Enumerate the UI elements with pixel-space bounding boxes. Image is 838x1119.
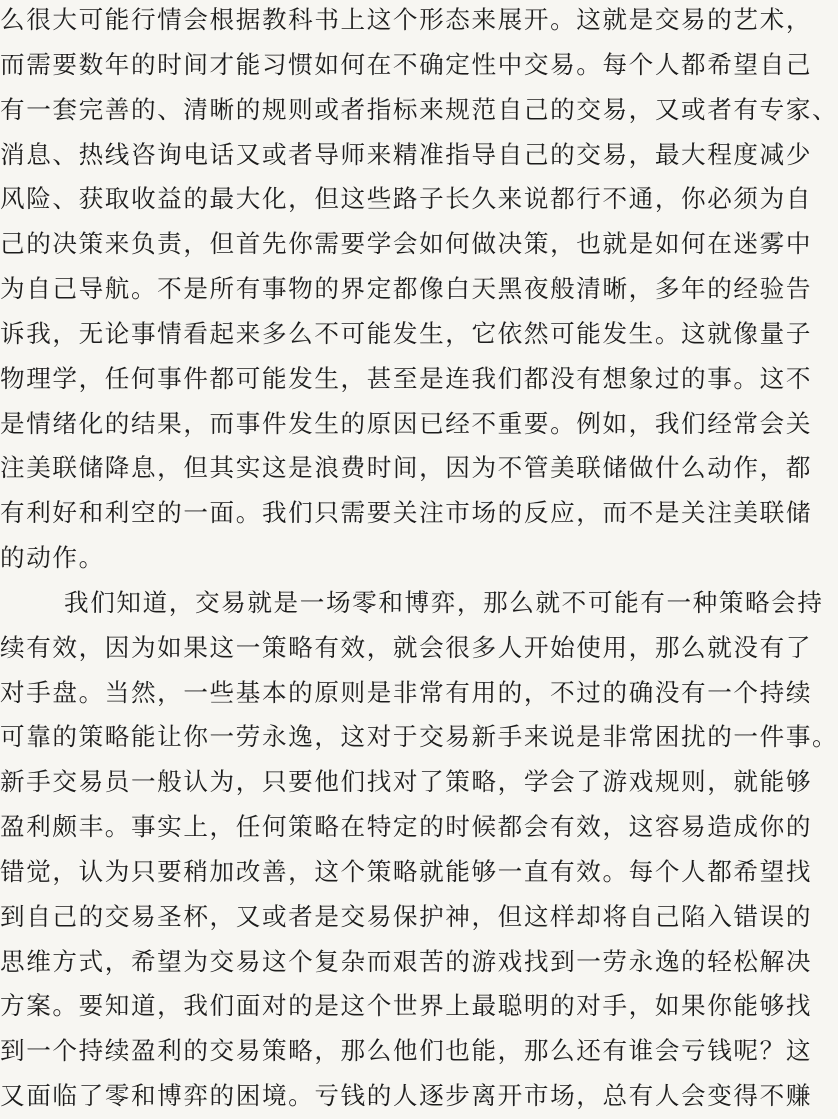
text-line: 思维方式，希望为交易这个复杂而艰苦的游戏找到一劳永逸的轻松解决 [0,946,813,976]
text-line: 错觉，认为只要稍加改善，这个策略就能够一直有效。每个人都希望找 [0,856,813,886]
text-line: 盈利颇丰。事实上，任何策略在特定的时候都会有效，这容易造成你的 [0,812,813,841]
text-line: 有一套完善的、清晰的规则或者指标来规范自己的交易，又或者有专家、 [0,94,838,124]
text-line: 到自己的交易圣杯，又或者是交易保护神，但这样却将自己陷入错误的 [0,901,813,931]
text-line: 续有效，因为如果这一策略有效，就会很多人开始使用，那么就没有了 [0,632,813,662]
text-line: 有利好和利空的一面。我们只需要关注市场的反应，而不是关注美联储 [0,498,813,528]
text-line: 物理学，任何事件都可能发生，甚至是连我们都没有想象过的事。这不 [0,363,813,393]
paragraph-first-line: 我们知道，交易就是一场零和博弈，那么就不可能有一种策略会持 [64,587,824,617]
text-line: 可靠的策略能让你一劳永逸，这对于交易新手来说是非常困扰的一件事。 [0,722,838,752]
text-line: 是情绪化的结果，而事件发生的原因已经不重要。例如，我们经常会关 [0,408,813,438]
text-line: 消息、热线咨询电话又或者导师来精准指导自己的交易，最大程度减少 [0,139,813,169]
text-line: 的动作。 [0,543,105,572]
text-line: 到一个持续盈利的交易策略，那么他们也能，那么还有谁会亏钱呢？这 [0,1036,813,1066]
text-line: 诉我，无论事情看起来多么不可能发生，它依然可能发生。这就像量子 [0,318,813,348]
text-line: 新手交易员一般认为，只要他们找对了策略，学会了游戏规则，就能够 [0,767,813,797]
text-line: 又面临了零和博弈的困境。亏钱的人逐步离开市场，总有人会变得不赚 [0,1081,813,1110]
text-line: 注美联储降息，但其实这是浪费时间，因为不管美联储做什么动作，都 [0,453,813,483]
text-line: 己的决策来负责，但首先你需要学会如何做决策，也就是如何在迷雾中 [0,229,813,259]
text-line: 为自己导航。不是所有事物的界定都像白天黑夜般清晰，多年的经验告 [0,274,813,303]
text-line: 风险、获取收益的最大化，但这些路子长久来说都行不通，你必须为自 [0,184,813,214]
text-line: 而需要数年的时间才能习惯如何在不确定性中交易。每个人都希望自己 [0,49,813,79]
text-line: 方案。要知道，我们面对的是这个世界上最聪明的对手，如果你能够找 [0,991,813,1021]
text-line: 么很大可能行情会根据教科书上这个形态来展开。这就是交易的艺术， [0,5,813,34]
text-line: 对手盘。当然，一些基本的原则是非常有用的，不过的确没有一个持续 [0,677,813,707]
